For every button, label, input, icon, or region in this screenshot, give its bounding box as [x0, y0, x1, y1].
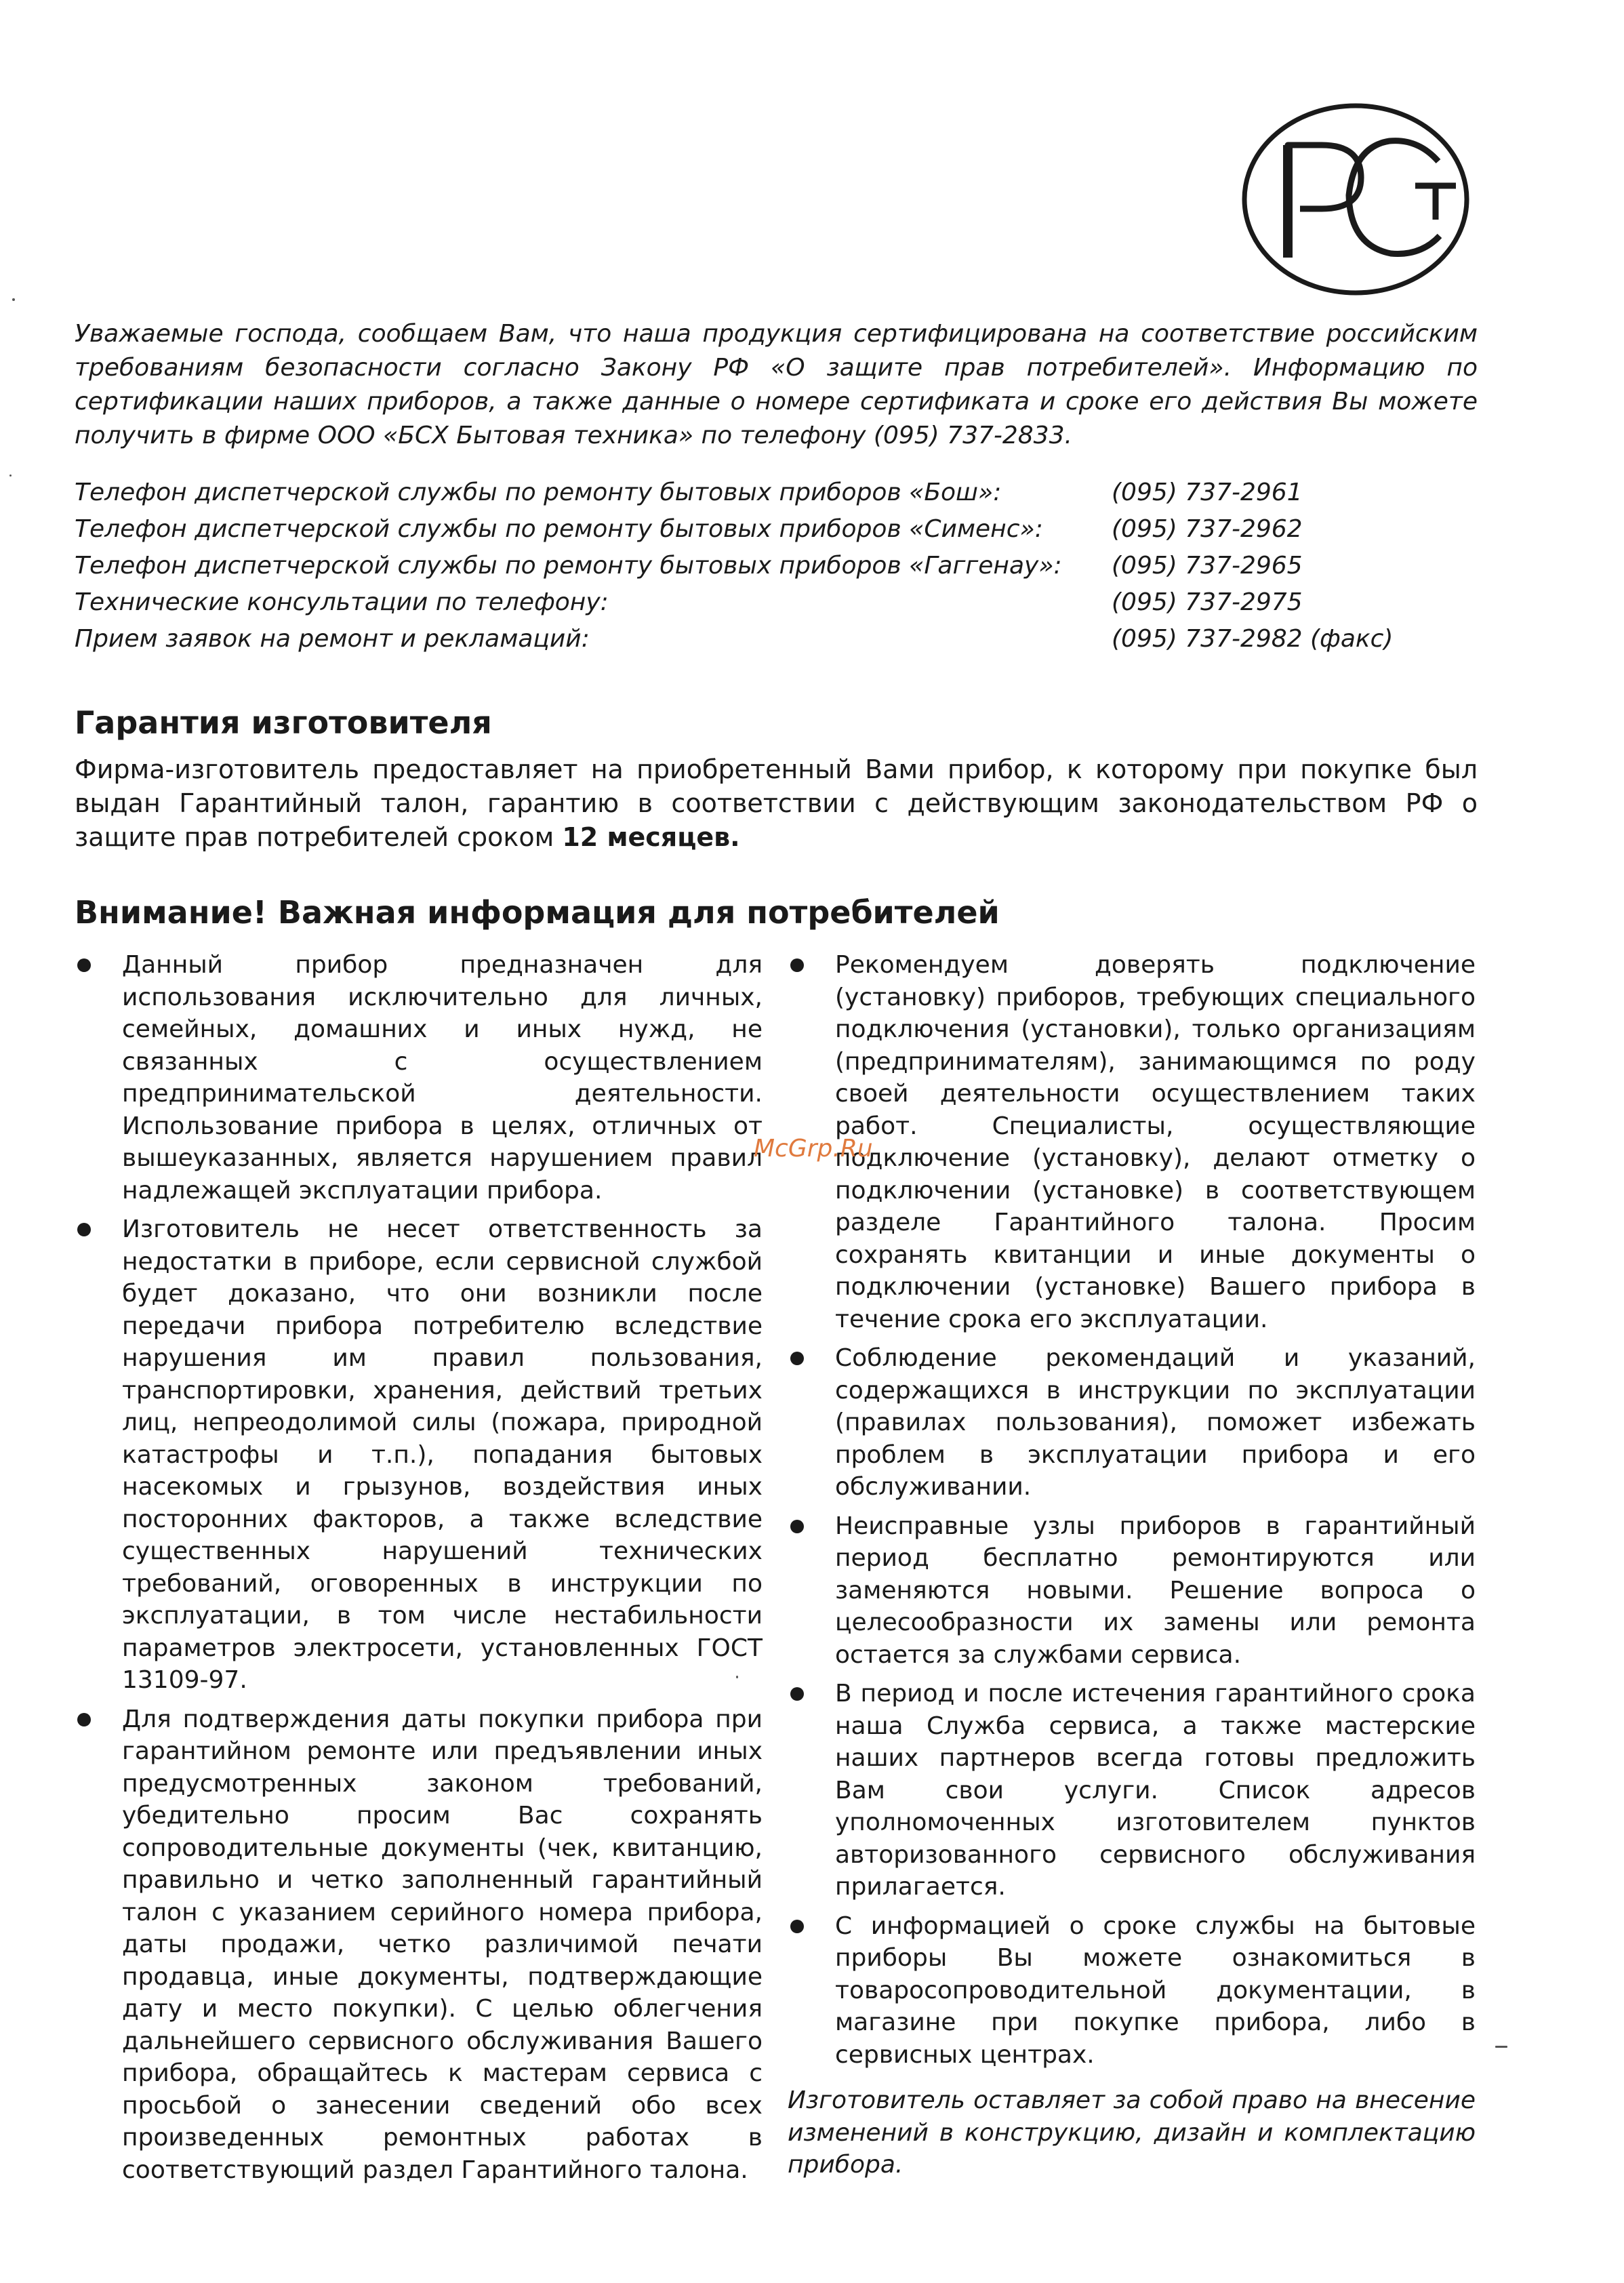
list-item [75, 1703, 763, 2187]
phone-number: (095) 737-2982 (факс) [1112, 625, 1394, 653]
phone-row [75, 511, 1430, 548]
phone-number: (095) 737-2962 [1112, 515, 1303, 543]
scan-speck [1495, 2046, 1507, 2048]
bullet-icon [790, 1687, 804, 1701]
list-item-text: Изготовитель не несет ответственность за недостатки в приборе, если сервисной службой будет доказано, что они возникли после передачи прибора потребителю вследствие нарушения им правил пользования, транспортировки, хранения, действий третьих лиц, непреодолимой силы (пожара, природной катастрофы и т.п.), попадания бытовых насекомых и грызунов, воздействия иных посторонних факторов, а также вследствие существенных нарушений технических требований, оговоренных в инструкции по эксплуатации, в том числе нестабильности параметров электросети, установленных ГОСТ 13109-97. [122, 1215, 763, 1694]
scan-speck [9, 474, 12, 477]
phone-label: Телефон диспетчерской службы по ремонту бытовых приборов «Бош»: [75, 479, 1002, 506]
list-item [788, 1342, 1476, 1503]
certification-notice [75, 317, 1478, 453]
warranty-text-block [75, 752, 1478, 854]
certification-notice-text: Уважаемые господа, сообщаем Вам, что наша продукция сертифицирована на соответствие российским требованиям безопасности согласно Закону РФ «О защите прав потребителей». Информацию по сертификации наших приборов, а также данные о номере сертификата и сроке его действия Вы можете получить в фирме ООО «БСХ Бытовая техника» по телефону (095) 737-2833. [75, 320, 1478, 449]
scan-speck [736, 1676, 738, 1678]
phone-label: Телефон диспетчерской службы по ремонту бытовых приборов «Сименс»: [75, 515, 1043, 543]
service-phone-list [75, 474, 1430, 658]
list-item [75, 949, 763, 1207]
scan-speck [12, 298, 15, 301]
right-column [788, 949, 1476, 2181]
phone-row [75, 548, 1430, 584]
left-bullet-list [75, 949, 763, 2186]
left-column [75, 949, 763, 2193]
attention-heading: Внимание! Важная информация для потребителей [75, 894, 1000, 931]
list-item [788, 1678, 1476, 1903]
phone-label: Прием заявок на ремонт и рекламаций: [75, 625, 590, 653]
bullet-icon [77, 958, 91, 972]
list-item-text: Рекомендуем доверять подключение (установку) приборов, требующих специального подключения (установки), только организациям (предпринимателям), занимающимся по роду своей деятельности осуществлением таких работ. Специалисты, осуществляющие подключение (установку), делают отметку о подключении (установке) в соответствующем разделе Гарантийного талона. Просим сохранять квитанции и иные документы о подключении (установке) Вашего прибора в течение срока его эксплуатации. [835, 951, 1476, 1333]
rst-certification-mark-icon [1240, 100, 1471, 298]
bullet-icon [77, 1713, 91, 1726]
phone-row [75, 584, 1430, 621]
phone-label: Телефон диспетчерской службы по ремонту бытовых приборов «Гаггенау»: [75, 552, 1062, 580]
warranty-text: Фирма-изготовитель предоставляет на приобретенный Вами прибор, к которому при покупке был выдан Гарантийный талон, гарантию в соответствии с действующим законодательством РФ о защите прав потребителей сроком [75, 754, 1478, 852]
list-item [788, 1910, 1476, 2072]
phone-label: Технические консультации по телефону: [75, 588, 609, 616]
phone-row [75, 621, 1430, 658]
list-item-text: С информацией о сроке службы на бытовые приборы Вы можете ознакомиться в товаросопроводительной документации, в магазине при покупке прибора, либо в сервисных центрах. [835, 1912, 1476, 2069]
watermark: McGrp.Ru [754, 1135, 873, 1163]
phone-number: (095) 737-2965 [1112, 552, 1303, 580]
bullet-icon [790, 1520, 804, 1533]
list-item-text: Соблюдение рекомендаций и указаний, содержащихся в инструкции по эксплуатации (правилах пользования), поможет избежать проблем в эксплуатации прибора и его обслуживании. [835, 1344, 1476, 1501]
list-item [75, 1213, 763, 1697]
bullet-icon [77, 1223, 91, 1236]
right-bullet-list [788, 949, 1476, 2071]
warranty-paragraph [75, 752, 1478, 854]
list-item-text: Неисправные узлы приборов в гарантийный период бесплатно ремонтируются или заменяются новыми. Решение вопроса о целесообразности их замены или ремонта остается за службами сервиса. [835, 1512, 1476, 1669]
phone-number: (095) 737-2975 [1112, 588, 1303, 616]
bullet-icon [790, 1920, 804, 1933]
bullet-icon [790, 1352, 804, 1365]
warranty-term: 12 месяцев. [562, 822, 740, 852]
phone-row [75, 474, 1430, 511]
warranty-heading: Гарантия изготовителя [75, 704, 492, 741]
list-item-text: Данный прибор предназначен для использования исключительно для личных, семейных, домашних и иных нужд, не связанных с осуществлением предпринимательской деятельности. Использование прибора в целях, отличных от вышеуказанных, является нарушением правил надлежащей эксплуатации прибора. [122, 951, 763, 1205]
bullet-icon [790, 958, 804, 972]
list-item [788, 1510, 1476, 1672]
phone-number: (095) 737-2961 [1112, 479, 1303, 506]
list-item-text: Для подтверждения даты покупки прибора при гарантийном ремонте или предъявлении иных предусмотренных законом требований, убедительно просим Вас сохранять сопроводительные документы (чек, квитанцию, правильно и четко заполненный гарантийный талон с указанием серийного номера прибора, даты продажи, четко различимой печати продавца, иные документы, подтверждающие дату и место покупки). С целью облегчения дальнейшего сервисного обслуживания Вашего прибора, обращайтесь к мастерам сервиса с просьбой о занесении сведений обо всех произведенных ремонтных работах в соответствующий раздел Гарантийного талона. [122, 1705, 763, 2184]
list-item [788, 949, 1476, 1335]
closing-note: Изготовитель оставляет за собой право на внесение изменений в конструкцию, дизайн и комплектацию прибора. [788, 2086, 1476, 2179]
list-item-text: В период и после истечения гарантийного срока наша Служба сервиса, а также мастерские наших партнеров всегда готовы предложить Вам свои услуги. Список адресов уполномоченных изготовителем пунктов авторизованного сервисного обслуживания прилагается. [835, 1680, 1476, 1901]
